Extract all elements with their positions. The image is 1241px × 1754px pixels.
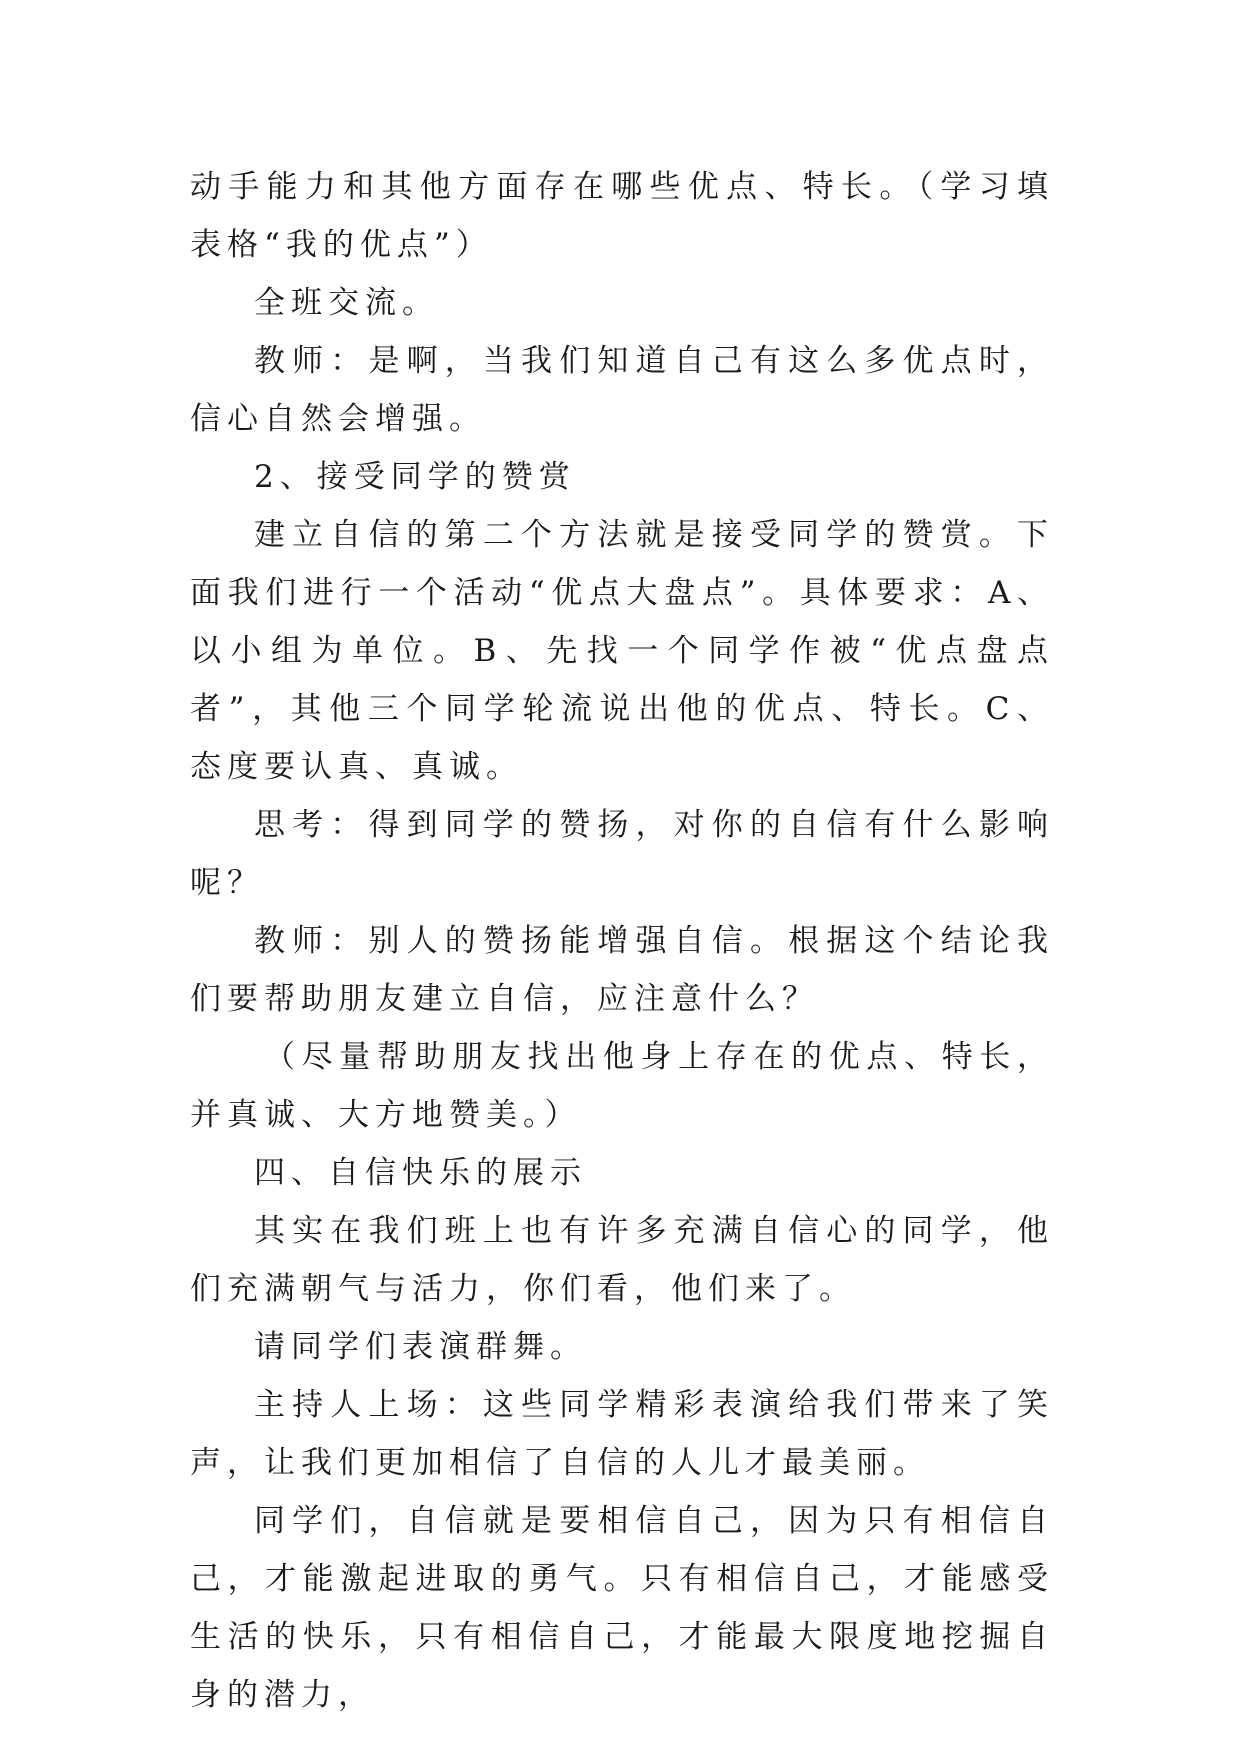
paragraph-answer-note: （尽量帮助朋友找出他身上存在的优点、特长，并真诚、大方地赞美。） xyxy=(190,1039,1054,1133)
paragraph-class-exchange: 全班交流。 xyxy=(254,285,439,321)
section-heading-confidence-showcase: 四、自信快乐的展示 xyxy=(254,1155,587,1191)
paragraph-teacher-confidence: 教师：是啊，当我们知道自己有这么多优点时，信心自然会增强。 xyxy=(190,343,1054,437)
paragraph-reflection-question: 思考：得到同学的赞扬，对你的自信有什么影响呢？ xyxy=(190,807,1054,901)
paragraph-continuation: 动手能力和其他方面存在哪些优点、特长。（学习填表格“我的优点”） xyxy=(190,169,1054,263)
paragraph-teacher-conclusion: 教师：别人的赞扬能增强自信。根据这个结论我们要帮助朋友建立自信，应注意什么？ xyxy=(190,923,1054,1017)
paragraph-activity-instructions: 建立自信的第二个方法就是接受同学的赞赏。下面我们进行一个活动“优点大盘点”。具体要求：A、以小组为单位。B、先找一个同学作被“优点盘点者”，其他三个同学轮流说出他的优点、特长。C、态度要认真、真诚。 xyxy=(190,517,1054,785)
paragraph-class-confidence: 其实在我们班上也有许多充满自信心的同学，他们充满朝气与活力，你们看，他们来了。 xyxy=(190,1213,1054,1307)
paragraph-host-remarks: 主持人上场：这些同学精彩表演给我们带来了笑声，让我们更加相信了自信的人儿才最美丽。 xyxy=(190,1387,1054,1481)
paragraph-closing-message: 同学们，自信就是要相信自己，因为只有相信自己，才能激起进取的勇气。只有相信自己，才能感受生活的快乐，只有相信自己，才能最大限度地挖掘自身的潜力， xyxy=(190,1503,1054,1713)
document-body xyxy=(190,158,1054,1724)
paragraph-group-dance: 请同学们表演群舞。 xyxy=(254,1329,587,1365)
section-heading-accept-praise: 2、接受同学的赞赏 xyxy=(254,459,576,495)
